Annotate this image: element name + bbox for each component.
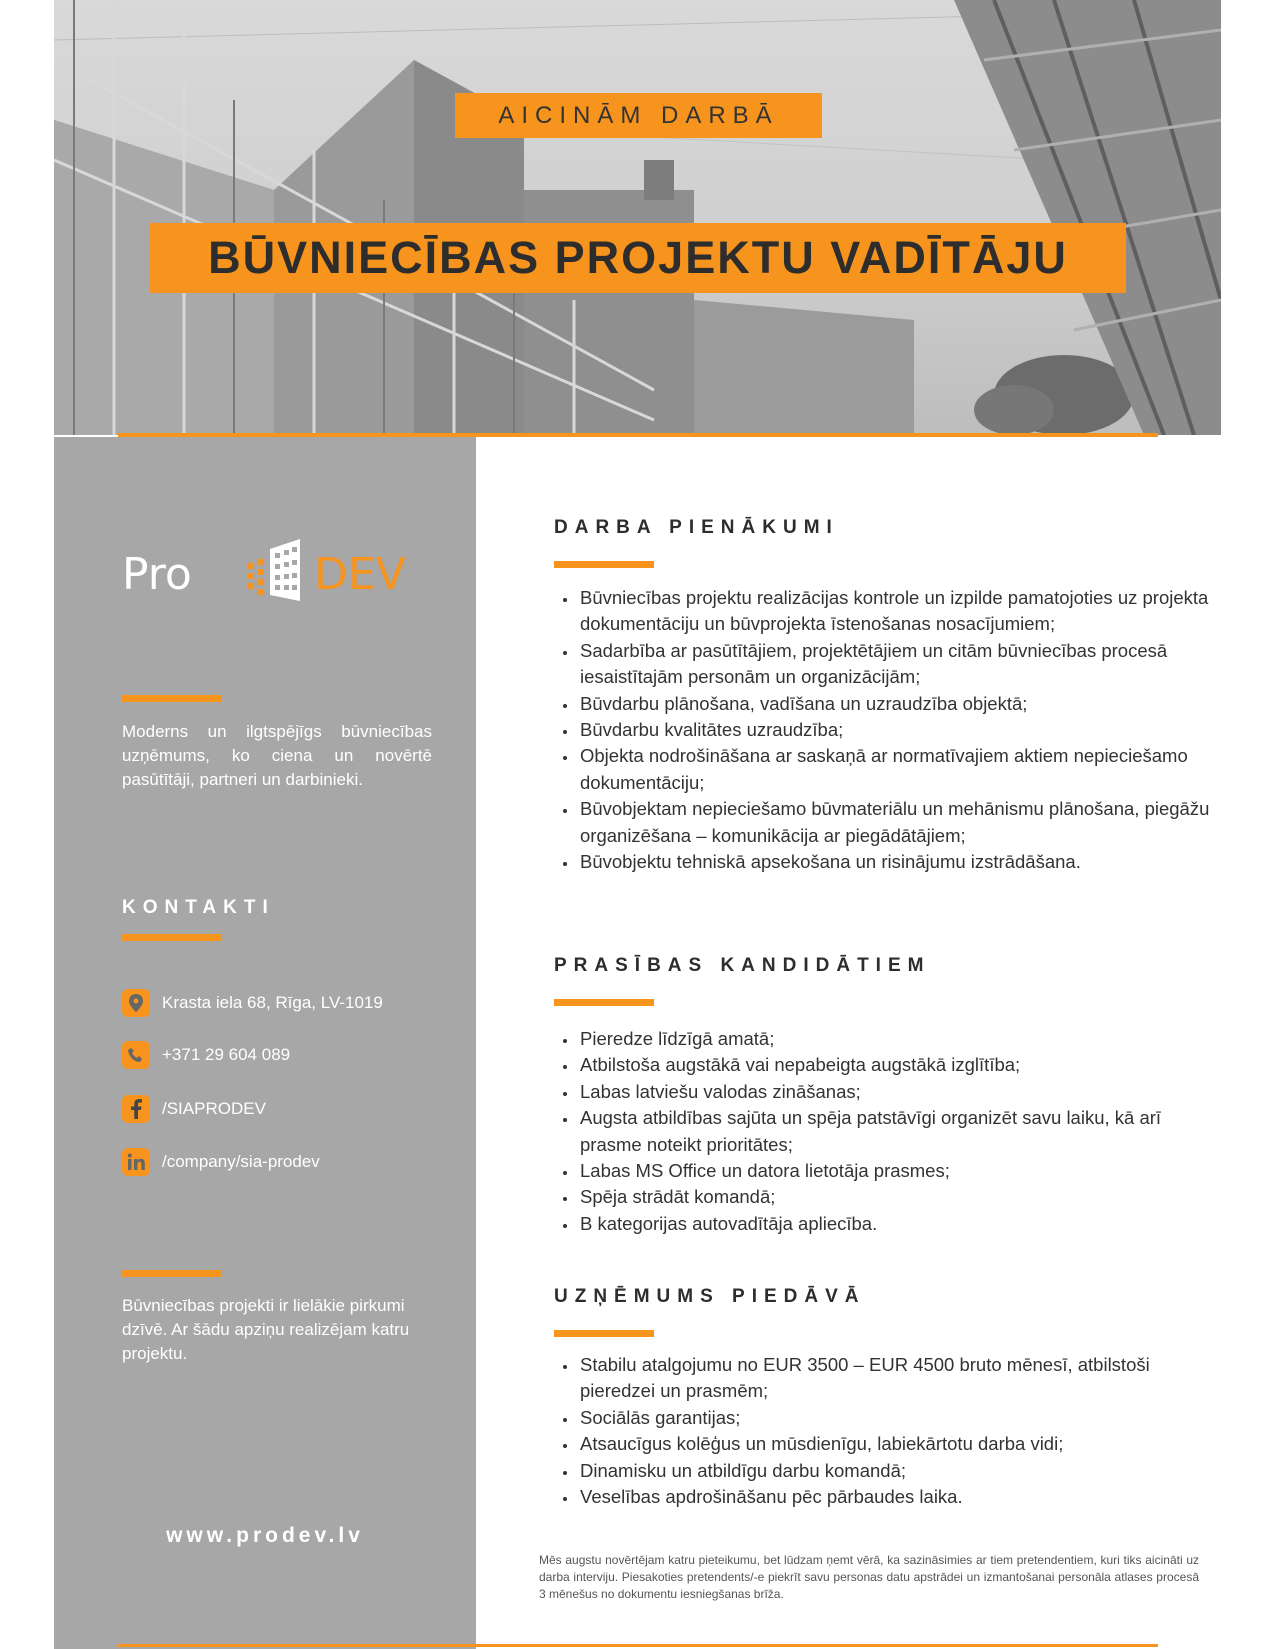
- contact-address: [122, 988, 383, 1018]
- company-slogan: Būvniecības projekti ir lielākie pirkumi dzīvē. Ar šādu apziņu realizējam katru projektu.: [122, 1296, 410, 1363]
- job-title-banner: BŪVNIECĪBAS PROJEKTU VADĪTĀJU: [150, 223, 1126, 293]
- list-item: • Atsaucīgus kolēģus un mūsdienīgu, labiekārtotu darba vidi;: [578, 1431, 1218, 1457]
- requirements-heading: PRASĪBAS KANDIDĀTIEM: [554, 955, 931, 976]
- list-item: • Veselības apdrošināšanu pēc pārbaudes laika.: [578, 1484, 1218, 1510]
- main-content: [476, 437, 1221, 1649]
- requirements-accent-bar: [554, 999, 654, 1006]
- contact-linkedin[interactable]: [122, 1147, 320, 1177]
- list-item: • Būvobjektu tehniskā apsekošana un risinājumu izstrādāšana.: [578, 849, 1218, 875]
- duties-list: [554, 585, 1218, 875]
- facebook-icon: [122, 1095, 150, 1123]
- website-link[interactable]: www.prodev.lv: [166, 1524, 364, 1547]
- list-item: • Būvdarbu plānošana, vadīšana un uzraudzība objektā;: [578, 691, 1218, 717]
- logo-text-right: DEV: [314, 549, 406, 600]
- contact-facebook-text[interactable]: /SIAPRODEV: [162, 1099, 266, 1118]
- list-item: • Būvniecības projektu realizācijas kontrole un izpilde pamatojoties uz projekta dokumentāciju un būvprojekta īstenošanas nosacījumiem;: [578, 585, 1218, 638]
- contact-phone-text: +371 29 604 089: [162, 1045, 291, 1064]
- offer-heading: UZŅĒMUMS PIEDĀVĀ: [554, 1286, 866, 1307]
- privacy-disclaimer: Mēs augstu novērtējam katru pieteikumu, bet lūdzam ņemt vērā, ka sazināsimies ar tiem pretendentiem, kuri tiks aicināti uz darba interviju. Piesakoties pretendents/-e piekrīt savu personas datu apstrādei un izmantošanai personāla atlases procesā 3 mēnešus no dokumentu iesniegšanas brīža.: [539, 1553, 1199, 1601]
- list-item: • Labas latviešu valodas zināšanas;: [578, 1079, 1218, 1105]
- logo-building-icon: [248, 559, 264, 595]
- duties-accent-bar: [554, 561, 654, 568]
- list-item: • Būvobjektam nepieciešamo būvmateriālu un mehānismu plānošana, piegāžu organizēšana – komunikācija ar piegādātājiem;: [578, 796, 1218, 849]
- footer-divider: [118, 1644, 1158, 1647]
- offer-accent-bar: [554, 1330, 654, 1337]
- requirements-list: [554, 1026, 1218, 1237]
- list-item: • Sociālās garantijas;: [578, 1405, 1218, 1431]
- list-item: • Pieredze līdzīgā amatā;: [578, 1026, 1218, 1052]
- contacts-heading: KONTAKTI: [122, 897, 275, 918]
- prodev-logo: [122, 537, 452, 607]
- list-item: • Augsta atbildības sajūta un spēja patstāvīgi organizēt savu laiku, kā arī prasme noteikt prioritātes;: [578, 1105, 1218, 1158]
- phone-icon: [122, 1041, 150, 1069]
- about-accent-bar: [122, 695, 222, 702]
- company-description: Moderns un ilgtspējīgs būvniecības uzņēmums, ko ciena un novērtē pasūtītāji, partneri un darbinieki.: [122, 722, 432, 789]
- contact-linkedin-text[interactable]: /company/sia-prodev: [162, 1152, 320, 1171]
- slogan-accent-bar: [122, 1270, 222, 1277]
- list-item: • Objekta nodrošināšana ar saskaņā ar normatīvajiem aktiem nepieciešamo dokumentāciju;: [578, 743, 1218, 796]
- list-item: • Labas MS Office un datora lietotāja prasmes;: [578, 1158, 1218, 1184]
- list-item: • Atbilstoša augstākā vai nepabeigta augstākā izglītība;: [578, 1052, 1218, 1078]
- logo-text-left: Pro: [122, 549, 192, 600]
- list-item: • Stabilu atalgojumu no EUR 3500 – EUR 4500 bruto mēnesī, atbilstoši pieredzei un prasmēm;: [578, 1352, 1218, 1405]
- location-pin-icon: [122, 989, 150, 1017]
- list-item: • Dinamisku un atbildīgu darbu komandā;: [578, 1458, 1218, 1484]
- hero-banner: [54, 0, 1221, 435]
- offer-list: [554, 1352, 1218, 1510]
- contacts-accent-bar: [122, 934, 222, 941]
- linkedin-icon: [122, 1148, 150, 1176]
- job-ad-page: [54, 0, 1221, 1649]
- contact-phone: [122, 1040, 290, 1070]
- construction-photo: [54, 0, 1221, 435]
- tagline-banner: AICINĀM DARBĀ: [455, 93, 822, 138]
- list-item: • B kategorijas autovadītāja apliecība.: [578, 1211, 1218, 1237]
- sidebar: [54, 437, 476, 1649]
- list-item: • Sadarbība ar pasūtītājiem, projektētājiem un citām būvniecības procesā iesaistītajām personām un organizācijām;: [578, 638, 1218, 691]
- contact-address-text: Krasta iela 68, Rīga, LV-1019: [162, 993, 383, 1012]
- duties-heading: DARBA PIENĀKUMI: [554, 517, 839, 538]
- list-item: • Būvdarbu kvalitātes uzraudzība;: [578, 717, 1218, 743]
- contact-facebook[interactable]: [122, 1094, 266, 1124]
- list-item: • Spēja strādāt komandā;: [578, 1184, 1218, 1210]
